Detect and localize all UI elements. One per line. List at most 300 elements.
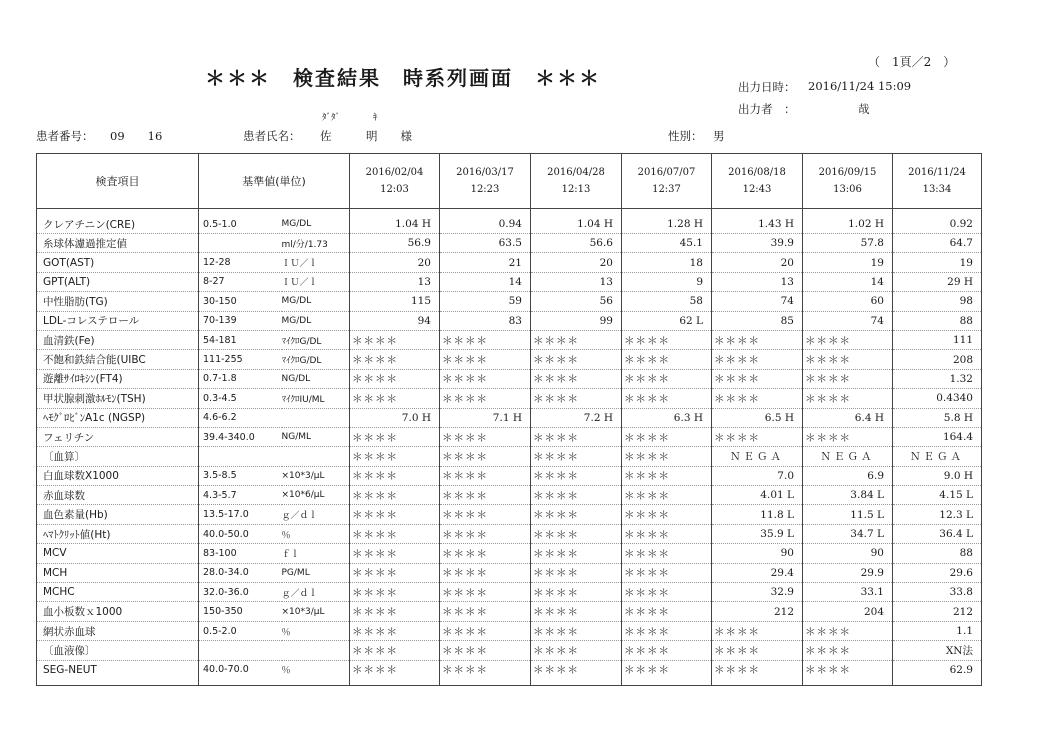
result-value: 7.0 [712, 466, 803, 485]
patient-id: 09 16 [110, 129, 163, 143]
reference-range: 0.3-4.5 [199, 389, 282, 408]
result-value: ＊＊＊＊ [350, 427, 440, 446]
result-value: ＊＊＊＊ [712, 369, 803, 388]
result-value: ＊＊＊＊ [440, 524, 531, 543]
result-value: ＊＊＊＊ [712, 660, 803, 685]
table-row [37, 292, 982, 311]
result-value: ＊＊＊＊ [440, 505, 531, 524]
result-value: ＊＊＊＊ [350, 350, 440, 369]
reference-range: 40.0-50.0 [199, 524, 282, 543]
result-value: 58 [622, 292, 712, 311]
result-value: 12.3 L [893, 505, 982, 524]
result-value: 11.5 L [803, 505, 893, 524]
test-name: MCH [37, 563, 199, 582]
result-value: ＊＊＊＊ [531, 641, 622, 660]
result-value: 33.1 [803, 583, 893, 602]
result-value: 18 [622, 253, 712, 272]
unit: ％ [282, 660, 350, 685]
result-value: 7.0 H [350, 408, 440, 427]
col-date: 2016/03/17 [456, 167, 514, 178]
col-date: 2016/07/07 [637, 167, 696, 178]
col-time: 12:23 [470, 184, 500, 195]
result-value: ＊＊＊＊ [622, 447, 712, 466]
result-value: ＊＊＊＊ [531, 486, 622, 505]
result-value: 208 [893, 350, 982, 369]
patient-name: 佐 明 様 [320, 129, 412, 143]
table-row [37, 427, 982, 446]
result-value: ＊＊＊＊ [622, 466, 712, 485]
result-value: 6.9 [803, 466, 893, 485]
result-value: 19 [803, 253, 893, 272]
table-row [37, 330, 982, 349]
unit: MG/DL [282, 292, 350, 311]
col-date: 2016/02/04 [365, 167, 424, 178]
result-value: ＊＊＊＊ [440, 544, 531, 563]
result-value: ＊＊＊＊ [350, 563, 440, 582]
result-value: ＊＊＊＊ [712, 641, 803, 660]
table-row [37, 505, 982, 524]
result-value: ＊＊＊＊ [531, 447, 622, 466]
result-value: 14 [440, 272, 531, 291]
date-column-header [893, 154, 982, 209]
result-value: ＊＊＊＊ [803, 621, 893, 640]
result-value: ＊＊＊＊ [531, 389, 622, 408]
unit: ml/分/1.73 [282, 234, 350, 253]
result-value: 62.9 [893, 660, 982, 685]
result-value: 3.84 L [803, 486, 893, 505]
reference-range: 70-139 [199, 311, 282, 330]
table-row [37, 447, 982, 466]
result-value: ＮＥＧＡ [712, 447, 803, 466]
result-value: ＊＊＊＊ [440, 466, 531, 485]
reference-range: 111-255 [199, 350, 282, 369]
test-name: 白血球数X1000 [37, 466, 199, 485]
date-column-header [803, 154, 893, 209]
result-value: ＊＊＊＊ [622, 350, 712, 369]
result-value: ＊＊＊＊ [440, 660, 531, 685]
header-item: 検査項目 [37, 154, 199, 209]
result-value: ＊＊＊＊ [350, 505, 440, 524]
result-value: ＊＊＊＊ [622, 583, 712, 602]
result-value: 21 [440, 253, 531, 272]
patient-name-label: 患者氏名： [243, 129, 301, 143]
reference-range: 4.3-5.7 [199, 486, 282, 505]
test-name: ﾍﾏﾄｸﾘｯﾄ値(Ht) [37, 524, 199, 543]
page-title: ＊＊＊ 検査結果 時系列画面 ＊＊＊ [205, 66, 601, 90]
result-value: ＊＊＊＊ [803, 330, 893, 349]
result-value: ＊＊＊＊ [350, 621, 440, 640]
reference-range [199, 234, 282, 253]
col-time: 13:34 [922, 184, 952, 195]
result-value: 13 [531, 272, 622, 291]
reference-range: 83-100 [199, 544, 282, 563]
result-value: ＊＊＊＊ [803, 427, 893, 446]
table-row [37, 544, 982, 563]
result-value: ＊＊＊＊ [531, 350, 622, 369]
table-row [37, 234, 982, 253]
result-value: 56.9 [350, 234, 440, 253]
result-value: 94 [350, 311, 440, 330]
result-value: ＊＊＊＊ [622, 641, 712, 660]
result-value: 1.32 [893, 369, 982, 388]
output-person-label: 出力者 ： [738, 102, 796, 116]
result-value: 9 [622, 272, 712, 291]
result-value: ＊＊＊＊ [712, 330, 803, 349]
result-value: ＊＊＊＊ [622, 427, 712, 446]
reference-range: 28.0-34.0 [199, 563, 282, 582]
result-value: 39.9 [712, 234, 803, 253]
col-time: 13:06 [833, 184, 862, 195]
result-value: 90 [712, 544, 803, 563]
test-name: SEG-NEUT [37, 660, 199, 685]
result-value: ＊＊＊＊ [440, 330, 531, 349]
test-name: GOT(AST) [37, 253, 199, 272]
result-value: ＊＊＊＊ [712, 621, 803, 640]
test-name: 甲状腺刺激ﾎﾙﾓﾝ(TSH) [37, 389, 199, 408]
result-value: 204 [803, 602, 893, 621]
result-value: 74 [803, 311, 893, 330]
result-value: 29.4 [712, 563, 803, 582]
result-value: ＊＊＊＊ [350, 389, 440, 408]
unit: ＩＵ／ｌ [282, 253, 350, 272]
result-value: ＊＊＊＊ [712, 427, 803, 446]
result-value: ＊＊＊＊ [440, 447, 531, 466]
result-value: ＊＊＊＊ [440, 621, 531, 640]
result-value: 57.8 [803, 234, 893, 253]
result-value: ＊＊＊＊ [440, 486, 531, 505]
result-value: 88 [893, 544, 982, 563]
col-date: 2016/08/18 [728, 167, 786, 178]
result-value: 88 [893, 311, 982, 330]
result-value: ＊＊＊＊ [712, 350, 803, 369]
result-value: ＊＊＊＊ [803, 660, 893, 685]
result-value: ＊＊＊＊ [622, 505, 712, 524]
reference-range: 40.0-70.0 [199, 660, 282, 685]
unit [282, 408, 350, 427]
unit: ×10*6/μL [282, 486, 350, 505]
result-value: 32.9 [712, 583, 803, 602]
result-value: ＊＊＊＊ [622, 544, 712, 563]
table-row [37, 621, 982, 640]
unit [282, 641, 350, 660]
result-value: ＊＊＊＊ [531, 369, 622, 388]
result-value: ＊＊＊＊ [622, 621, 712, 640]
result-value: ＊＊＊＊ [531, 602, 622, 621]
table-row [37, 350, 982, 369]
reference-range: 13.5-17.0 [199, 505, 282, 524]
result-value: 7.2 H [531, 408, 622, 427]
test-name: MCV [37, 544, 199, 563]
col-time: 12:37 [652, 184, 681, 195]
result-value: ＊＊＊＊ [622, 524, 712, 543]
test-name: ﾍﾓｸﾞﾛﾋﾞﾝA1c (NGSP) [37, 408, 199, 427]
result-value: 74 [712, 292, 803, 311]
col-time: 12:13 [561, 184, 591, 195]
test-name: 血小板数ｘ1000 [37, 602, 199, 621]
reference-range: 32.0-36.0 [199, 583, 282, 602]
result-value: ＊＊＊＊ [440, 369, 531, 388]
result-value: 1.04 H [350, 209, 440, 234]
test-name: 血清鉄(Fe) [37, 330, 199, 349]
result-value: 29.9 [803, 563, 893, 582]
result-value: XN法 [893, 641, 982, 660]
header-reference: 基準値(単位) [199, 154, 350, 209]
unit: MG/DL [282, 311, 350, 330]
result-value: 33.8 [893, 583, 982, 602]
reference-range: 0.7-1.8 [199, 369, 282, 388]
result-value: 115 [350, 292, 440, 311]
unit: ％ [282, 524, 350, 543]
result-value: 0.92 [893, 209, 982, 234]
unit: ﾏｲｸﾛG/DL [282, 350, 350, 369]
unit: ｇ／ｄｌ [282, 583, 350, 602]
result-value: 19 [893, 253, 982, 272]
table-row [37, 209, 982, 234]
test-name: 〔血液像〕 [37, 641, 199, 660]
col-time: 12:43 [742, 184, 772, 195]
result-value: 212 [893, 602, 982, 621]
result-value: ＊＊＊＊ [531, 621, 622, 640]
result-value: ＊＊＊＊ [350, 466, 440, 485]
test-name: 中性脂肪(TG) [37, 292, 199, 311]
table-row [37, 311, 982, 330]
table-header-row [37, 154, 982, 209]
reference-range [199, 641, 282, 660]
result-value: 111 [893, 330, 982, 349]
unit: MG/DL [282, 209, 350, 234]
sex-label: 性別： [668, 129, 703, 143]
reference-range: 150-350 [199, 602, 282, 621]
result-value: ＊＊＊＊ [350, 660, 440, 685]
result-value: 164.4 [893, 427, 982, 446]
result-value: 212 [712, 602, 803, 621]
result-value: ＮＥＧＡ [893, 447, 982, 466]
output-datetime-label: 出力日時： [738, 80, 796, 94]
unit: ％ [282, 621, 350, 640]
result-value: ＊＊＊＊ [622, 389, 712, 408]
result-value: ＊＊＊＊ [803, 350, 893, 369]
result-value: 0.4340 [893, 389, 982, 408]
date-column-header [712, 154, 803, 209]
col-time: 12:03 [380, 184, 409, 195]
unit: ﾏｲｸﾛG/DL [282, 330, 350, 349]
result-value: ＊＊＊＊ [440, 602, 531, 621]
result-value: 6.3 H [622, 408, 712, 427]
unit: ×10*3/μL [282, 466, 350, 485]
unit: PG/ML [282, 563, 350, 582]
result-value: ＊＊＊＊ [440, 389, 531, 408]
test-name: GPT(ALT) [37, 272, 199, 291]
result-value: 56.6 [531, 234, 622, 253]
test-name: LDL-コレステロール [37, 311, 199, 330]
result-value: ＊＊＊＊ [531, 563, 622, 582]
result-value: 6.5 H [712, 408, 803, 427]
result-value: ＊＊＊＊ [712, 389, 803, 408]
result-value: 83 [440, 311, 531, 330]
result-value: 5.8 H [893, 408, 982, 427]
result-value: 45.1 [622, 234, 712, 253]
result-value: 60 [803, 292, 893, 311]
result-value: ＊＊＊＊ [622, 486, 712, 505]
output-person: 哉 [858, 102, 870, 116]
result-value: 20 [350, 253, 440, 272]
table-row [37, 602, 982, 621]
reference-range: 39.4-340.0 [199, 427, 282, 446]
table-row [37, 389, 982, 408]
result-value: 62 L [622, 311, 712, 330]
test-name: 赤血球数 [37, 486, 199, 505]
table-row [37, 466, 982, 485]
test-name: 遊離ｻｲﾛｷｼﾝ(FT4) [37, 369, 199, 388]
sex-value: 男 [713, 129, 725, 143]
date-column-header [622, 154, 712, 209]
result-value: ＊＊＊＊ [531, 524, 622, 543]
result-value: 36.4 L [893, 524, 982, 543]
result-value: ＊＊＊＊ [531, 583, 622, 602]
table-row [37, 486, 982, 505]
unit: NG/ML [282, 427, 350, 446]
reference-range: 0.5-1.0 [199, 209, 282, 234]
date-column-header [440, 154, 531, 209]
result-value: 1.04 H [531, 209, 622, 234]
result-value: ＊＊＊＊ [350, 583, 440, 602]
result-value: 35.9 L [712, 524, 803, 543]
result-value: ＊＊＊＊ [622, 563, 712, 582]
result-value: 6.4 H [803, 408, 893, 427]
result-value: 99 [531, 311, 622, 330]
reference-range: 3.5-8.5 [199, 466, 282, 485]
result-value: 11.8 L [712, 505, 803, 524]
result-value: 20 [712, 253, 803, 272]
result-value: ＊＊＊＊ [531, 660, 622, 685]
unit: NG/DL [282, 369, 350, 388]
result-value: ＊＊＊＊ [440, 427, 531, 446]
table-row [37, 660, 982, 685]
result-value: ＊＊＊＊ [440, 583, 531, 602]
result-value: ＮＥＧＡ [803, 447, 893, 466]
patient-id-label: 患者番号： [36, 129, 94, 143]
furigana-surname: ﾀﾞﾀﾞ [322, 113, 341, 123]
test-name: 不飽和鉄結合能(UIBC [37, 350, 199, 369]
test-name: 血色素量(Hb) [37, 505, 199, 524]
reference-range [199, 447, 282, 466]
result-value: ＊＊＊＊ [350, 330, 440, 349]
reference-range: 0.5-2.0 [199, 621, 282, 640]
result-value: ＊＊＊＊ [350, 544, 440, 563]
result-value: 85 [712, 311, 803, 330]
date-column-header [531, 154, 622, 209]
result-value: 59 [440, 292, 531, 311]
table-row [37, 408, 982, 427]
result-value: 7.1 H [440, 408, 531, 427]
results-table [36, 153, 982, 686]
result-value: 13 [712, 272, 803, 291]
result-value: ＊＊＊＊ [350, 641, 440, 660]
test-name: 〔血算〕 [37, 447, 199, 466]
result-value: 98 [893, 292, 982, 311]
result-value: ＊＊＊＊ [350, 447, 440, 466]
result-value: 1.28 H [622, 209, 712, 234]
result-value: 34.7 L [803, 524, 893, 543]
result-value: 4.15 L [893, 486, 982, 505]
output-datetime: 2016/11/24 15:09 [808, 79, 912, 93]
result-value: ＊＊＊＊ [350, 602, 440, 621]
result-value: 90 [803, 544, 893, 563]
reference-range: 54-181 [199, 330, 282, 349]
page-indicator: （ 1頁／2 ） [868, 55, 956, 69]
table-row [37, 369, 982, 388]
table-row [37, 641, 982, 660]
result-value: 29.6 [893, 563, 982, 582]
result-value: 64.7 [893, 234, 982, 253]
reference-range: 30-150 [199, 292, 282, 311]
result-value: ＊＊＊＊ [440, 563, 531, 582]
result-value: ＊＊＊＊ [531, 466, 622, 485]
col-date: 2016/09/15 [818, 167, 877, 178]
unit: ×10*3/μL [282, 602, 350, 621]
result-value: 4.01 L [712, 486, 803, 505]
result-value: 1.02 H [803, 209, 893, 234]
result-value: ＊＊＊＊ [531, 330, 622, 349]
result-value: 14 [803, 272, 893, 291]
test-name: 糸球体濾過推定値 [37, 234, 199, 253]
result-value: ＊＊＊＊ [350, 369, 440, 388]
col-date: 2016/11/24 [908, 167, 966, 178]
furigana-given: ｷ [373, 113, 378, 123]
result-value: ＊＊＊＊ [803, 389, 893, 408]
result-value: 29 H [893, 272, 982, 291]
unit [282, 447, 350, 466]
result-value: ＊＊＊＊ [531, 427, 622, 446]
test-name: クレアチニン(CRE) [37, 209, 199, 234]
result-value: ＊＊＊＊ [622, 369, 712, 388]
table-row [37, 253, 982, 272]
reference-range: 8-27 [199, 272, 282, 291]
unit: ｇ／ｄｌ [282, 505, 350, 524]
table-row [37, 524, 982, 543]
result-value: 20 [531, 253, 622, 272]
table-row [37, 563, 982, 582]
reference-range: 12-28 [199, 253, 282, 272]
result-value: ＊＊＊＊ [622, 330, 712, 349]
result-value: ＊＊＊＊ [622, 602, 712, 621]
result-value: 1.1 [893, 621, 982, 640]
result-value: ＊＊＊＊ [803, 641, 893, 660]
result-value: ＊＊＊＊ [350, 486, 440, 505]
result-value: 0.94 [440, 209, 531, 234]
result-value: ＊＊＊＊ [531, 505, 622, 524]
result-value: ＊＊＊＊ [440, 641, 531, 660]
result-value: 13 [350, 272, 440, 291]
table-row [37, 583, 982, 602]
result-value: 56 [531, 292, 622, 311]
result-value: ＊＊＊＊ [350, 524, 440, 543]
date-column-header [350, 154, 440, 209]
test-name: フェリチン [37, 427, 199, 446]
result-value: 1.43 H [712, 209, 803, 234]
unit: ｆｌ [282, 544, 350, 563]
result-value: ＊＊＊＊ [531, 544, 622, 563]
test-name: 網状赤血球 [37, 621, 199, 640]
test-name: MCHC [37, 583, 199, 602]
unit: ﾏｲｸﾛIU/ML [282, 389, 350, 408]
result-value: ＊＊＊＊ [622, 660, 712, 685]
unit: ＩＵ／ｌ [282, 272, 350, 291]
result-value: ＊＊＊＊ [440, 350, 531, 369]
result-value: 63.5 [440, 234, 531, 253]
result-value: ＊＊＊＊ [803, 369, 893, 388]
table-row [37, 272, 982, 291]
